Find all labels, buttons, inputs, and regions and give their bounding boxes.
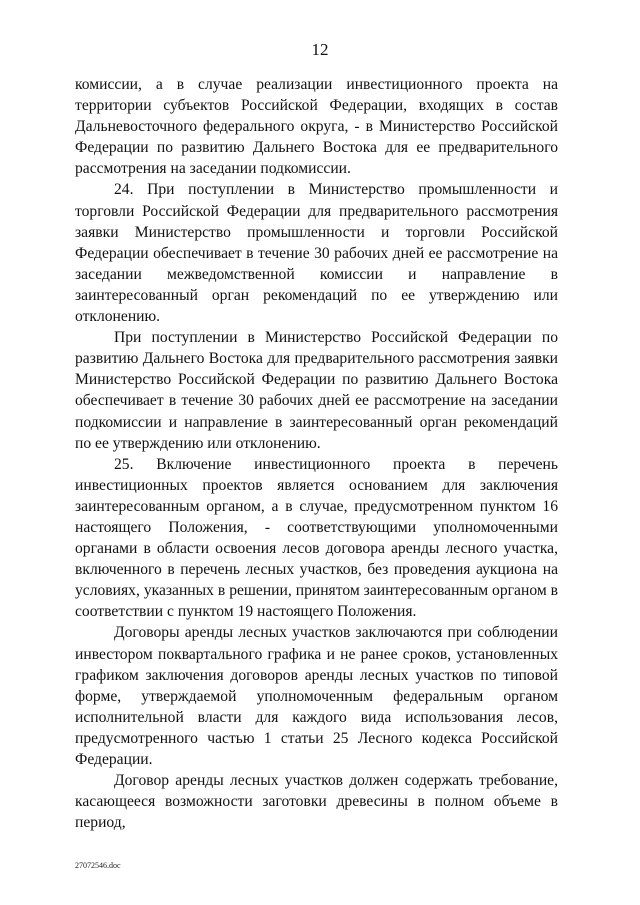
paragraph-lease-requirement: Договор аренды лесных участков должен содержать требование, касающееся возможности заготовки древесины в полном объеме в период, — [75, 772, 558, 832]
page-number: 12 — [311, 40, 329, 59]
paragraph-far-east-ministry: При поступлении в Министерство Российской Федерации по развитию Дальнего Востока для предварительного рассмотрения заявки Министерство Российской Федерации по развитию Дальнего Востока обеспечивает в течение 30 рабочих дней ее рассмотрение на заседании подкомиссии и направление в заинтересованный орган рекомендаций по ее утверждению или отклонению. — [75, 329, 558, 452]
paragraph-clause-25: 25. Включение инвестиционного проекта в перечень инвестиционных проектов является основанием для заключения заинтересованным органом, а в случае, предусмотренном пунктом 16 настоящего Положения, - соответствующими уполномоченными органами в области освоения лесов договора аренды лесного участка, включенного в перечень лесных участков, без проведения аукциона на условиях, указанных в решении, принятом заинтересованным органом в соответствии с пунктом 19 настоящего Положения. — [75, 455, 558, 621]
footer-doc-id: 27072546.doc — [75, 861, 121, 870]
paragraph-lease-agreements: Договоры аренды лесных участков заключаются при соблюдении инвестором поквартального графика и не ранее сроков, установленных графиком заключения договоров аренды лесных участков по типовой форме, утверждаемой уполномоченным федеральным органом исполнительной власти для каждого вида использования лесов, предусмотренного частью 1 статьи 25 Лесного кодекса Российской Федерации. — [75, 624, 558, 768]
document-body — [75, 74, 558, 833]
paragraph-clause-24: 24. При поступлении в Министерство промышленности и торговли Российской Федерации для предварительного рассмотрения заявки Министерство промышленности и торговли Российской Федерации обеспечивает в течение 30 рабочих дней ее рассмотрение на заседании межведомственной комиссии и направление в заинтересованный орган рекомендаций по ее утверждению или отклонению. — [75, 181, 558, 326]
paragraph-continuation: комиссии, а в случае реализации инвестиционного проекта на территории субъектов Российской Федерации, входящих в состав Дальневосточного федерального округа, - в Министерство Российской Федерации по развитию Дальнего Востока для ее предварительного рассмотрения на заседании подкомиссии. — [75, 76, 558, 178]
